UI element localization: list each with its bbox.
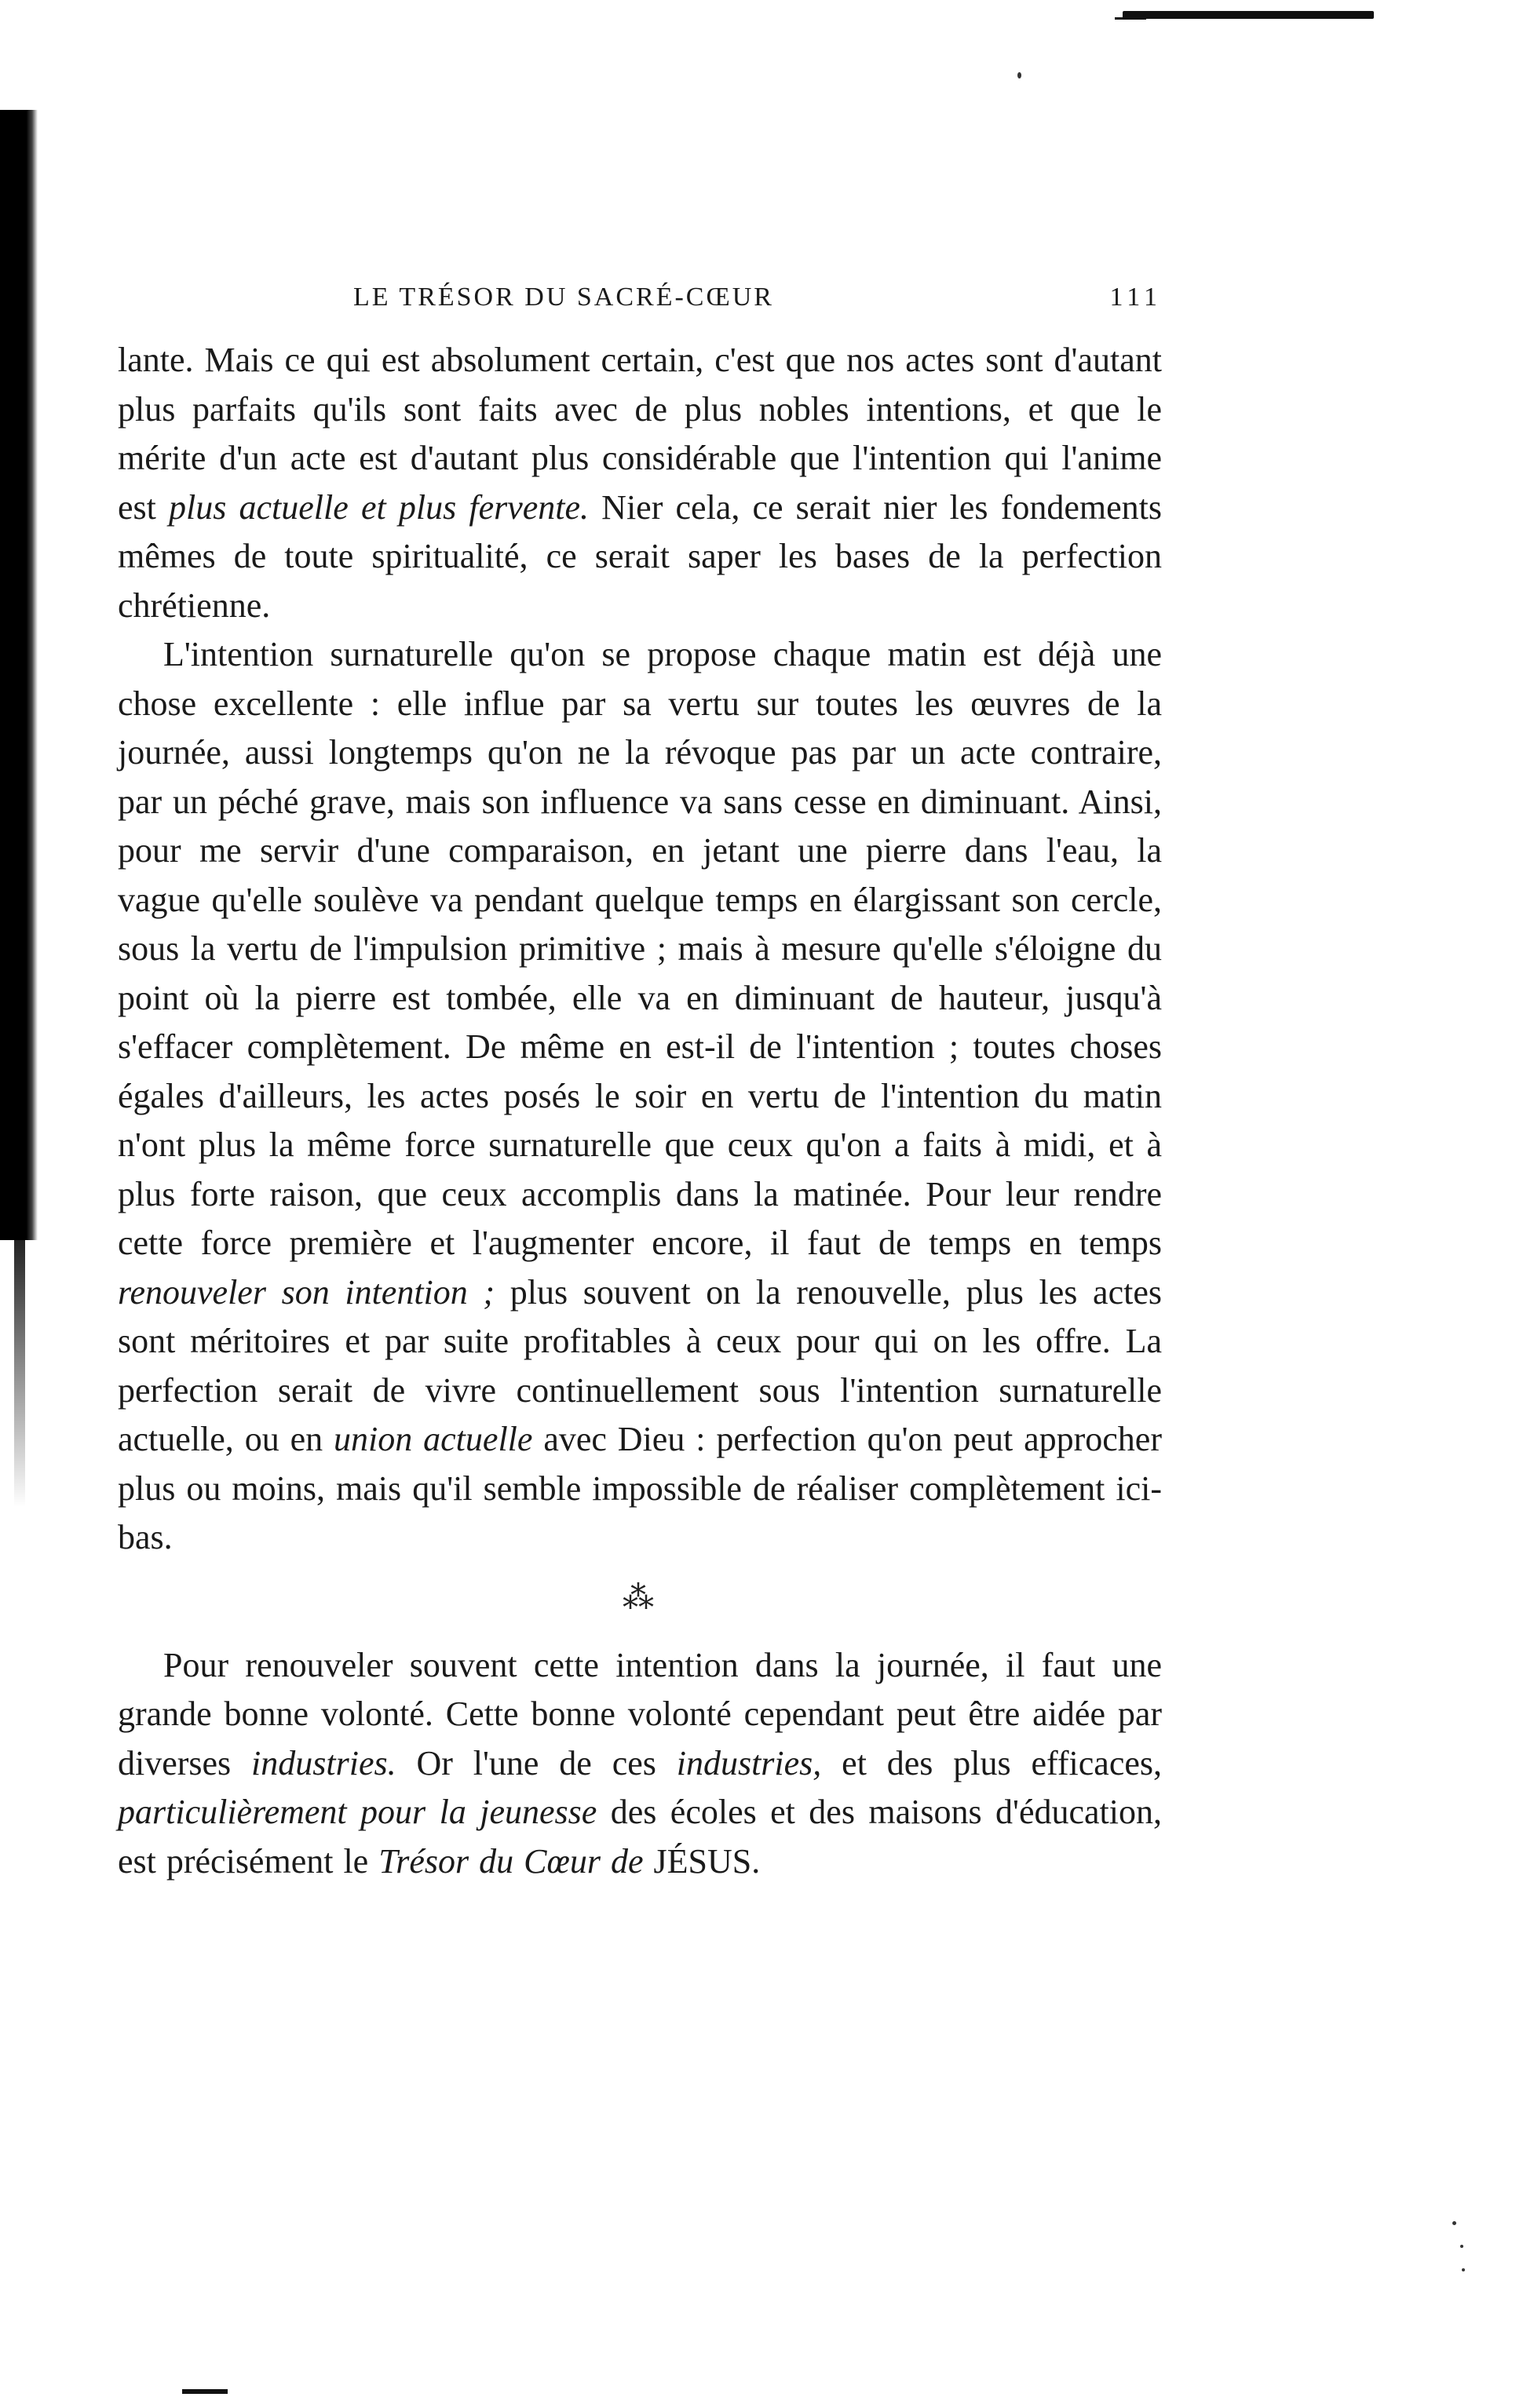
paragraph-1 xyxy=(118,336,1162,630)
scan-top-rule-thin xyxy=(1115,17,1146,20)
text-run: Nier cela, ce serait nier les fondements mêmes de toute spiritualité, ce serait saper les bases de la perfection chrétienne. xyxy=(118,487,1162,625)
italic-run: industries. xyxy=(251,1743,396,1782)
scan-speck xyxy=(1460,2245,1463,2248)
page-number: 111 xyxy=(1109,283,1162,312)
text-run: Or l'une de ces xyxy=(396,1743,677,1782)
text-run: plus souvent on la renouvelle, plus les actes sont méritoires et par suite profitables à ceux pour qui on les offre. La perfection serait de vivre continuellement sous l'intention surnaturelle actuelle, ou en xyxy=(118,1272,1162,1458)
italic-run: union actuelle xyxy=(334,1420,533,1458)
text-run: des écoles et des maisons d'éducation, est précisément le xyxy=(118,1793,1162,1881)
book-page xyxy=(118,283,1162,1886)
scan-speck xyxy=(1462,2268,1465,2271)
scan-speck xyxy=(1017,72,1021,78)
running-head xyxy=(118,283,1162,330)
scan-bottom-mark xyxy=(182,2389,228,2394)
italic-run: Trésor du Cœur de xyxy=(378,1841,644,1881)
text-run: L'intention surnaturelle qu'on se propose chaque matin est déjà une chose excellente : elle influe par sa vertu sur toutes les œuvres de la journée, aussi longtemps qu'on ne la révoque pas par un acte contraire, par un péché grave, mais son influence va sans cesse en diminuant. Ainsi, pour me servir d'une comparaison, en jetant une pierre dans l'eau, la vague qu'elle soulève va pendant quelque temps en élargissant son cercle, sous la vertu de l'impulsion primitive ; mais à mesure qu'elle s'éloigne du point où la pierre est tombée, elle va en diminuant de hauteur, jusqu'à s'effacer complètement. De même en est-il de l'intention ; toutes choses égales d'ailleurs, les actes posés le soir en vertu de l'intention du matin n'ont plus la même force surnaturelle que ceux qu'on a faits à midi, et à plus forte raison, que ceux accomplis dans la matinée. Pour leur rendre cette force première et l'augmenter encore, il faut de temps en temps xyxy=(118,635,1162,1262)
text-run: Pour renouveler souvent cette intention dans la journée, il faut une grande bonne volonté. Cette bonne volonté cependant peut être aidée par diverses xyxy=(118,1645,1162,1782)
italic-run: industries, xyxy=(676,1743,822,1782)
section-ornament: ⁂ xyxy=(623,1579,657,1615)
scan-speck xyxy=(1452,2221,1456,2225)
text-run: avec Dieu : perfection qu'on peut approcher plus ou moins, mais qu'il semble impossible de réaliser complètement ici-bas. xyxy=(118,1420,1162,1556)
text-run: et des plus efficaces, xyxy=(821,1743,1162,1782)
scan-binding-shadow-fade xyxy=(14,1240,25,1507)
text-run: lante. Mais ce qui est absolument certain, c'est que nos actes sont d'autant plus parfaits qu'ils sont faits avec de plus nobles intentions, et que le mérite d'un acte est d'autant plus considérable que l'intention qui l'anime est xyxy=(118,341,1162,527)
italic-run: particulièrement pour la jeunesse xyxy=(118,1793,597,1831)
scan-binding-shadow xyxy=(0,110,38,1240)
italic-run: plus actuelle et plus fervente. xyxy=(169,487,590,527)
paragraph-2 xyxy=(118,630,1162,1563)
scan-top-rule xyxy=(1123,11,1374,19)
paragraph-3 xyxy=(118,1641,1162,1887)
running-head-title: LE TRÉSOR DU SACRÉ-CŒUR xyxy=(353,283,774,312)
text-run: JÉSUS. xyxy=(643,1841,761,1881)
italic-run: renouveler son intention ; xyxy=(118,1272,495,1312)
